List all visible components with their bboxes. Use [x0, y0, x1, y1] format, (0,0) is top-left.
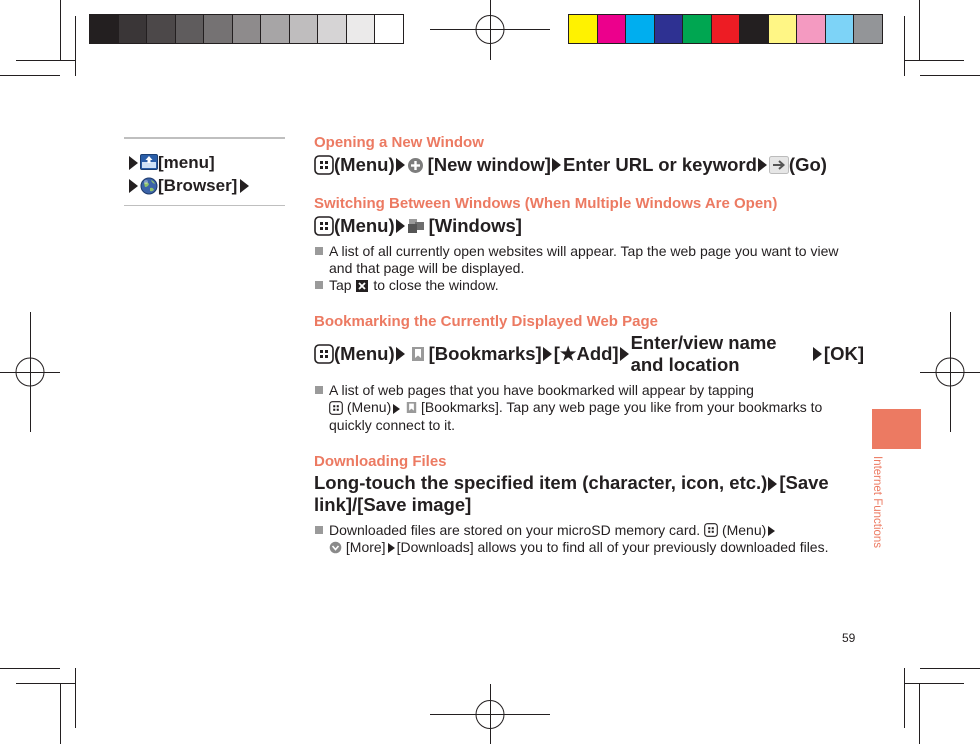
nav-line-browser [128, 174, 281, 197]
windows-label: [Windows] [428, 215, 522, 237]
nav-line-menu [128, 151, 281, 174]
note-text: Downloaded files are stored on your microSD memory card. [329, 521, 701, 538]
note-text: [More] [345, 538, 386, 555]
section-title-open-window: Opening a New Window [314, 134, 484, 151]
navigation-path-box [124, 137, 285, 206]
arrow-icon [240, 179, 249, 193]
note-open-websites [314, 243, 864, 277]
ok-label: [OK] [823, 343, 864, 365]
app-drawer-icon [140, 154, 158, 171]
process-color-bar [568, 14, 882, 44]
arrow-icon [129, 156, 138, 170]
note-text: A list of all currently open websites will appear. Tap the web page you want to view and that page will be displayed. [329, 243, 839, 277]
windows-icon [407, 218, 425, 234]
note-downloads [314, 522, 864, 556]
chapter-label [869, 456, 887, 566]
arrow-icon [396, 347, 405, 361]
note-text: A list of web pages that you have bookmarked will appear by tapping [329, 382, 754, 399]
color-swatch [711, 14, 741, 44]
gray-swatch [232, 14, 262, 44]
arrow-icon [768, 526, 775, 536]
note-text: Tap [329, 277, 352, 294]
color-swatch [853, 14, 883, 44]
bullet-square [315, 386, 323, 394]
gray-swatch [175, 14, 205, 44]
note-text: (Menu) [721, 521, 767, 538]
new-window-icon [407, 157, 424, 174]
step-download [314, 472, 864, 516]
menu-key-icon [314, 216, 334, 236]
add-label: [★Add] [553, 343, 619, 365]
long-touch-label: Long-touch the specified item (character, icon, etc.) [314, 471, 768, 493]
menu-label: (Menu) [334, 154, 395, 176]
bullet-square [315, 247, 323, 255]
bottom-divider [124, 205, 285, 206]
chapter-tab [872, 409, 921, 449]
arrow-icon [129, 179, 138, 193]
arrow-icon [543, 347, 552, 361]
arrow-icon [552, 158, 561, 172]
step-switch-windows [314, 214, 864, 237]
color-swatch [597, 14, 627, 44]
page-number: 59 [842, 631, 856, 645]
menu-key-icon [704, 523, 718, 537]
gray-swatch [317, 14, 347, 44]
bullet-square [315, 526, 323, 534]
go-label: (Go) [788, 154, 827, 176]
menu-key-icon [329, 401, 343, 415]
main-content [314, 133, 864, 556]
menu-label: (Menu) [334, 343, 395, 365]
color-swatch [796, 14, 826, 44]
color-swatch [768, 14, 798, 44]
step-bookmark [314, 332, 864, 376]
go-arrow-icon [769, 156, 789, 174]
bookmark-icon [411, 346, 425, 362]
menu-key-icon [314, 344, 334, 364]
color-swatch [568, 14, 598, 44]
note-text: to close the window. [373, 277, 499, 294]
menu-label: (Menu) [334, 215, 395, 237]
new-window-label: [New window] [427, 154, 551, 176]
step-open-window [314, 153, 864, 176]
arrow-icon [396, 158, 405, 172]
more-icon [329, 541, 342, 554]
gray-swatch [260, 14, 290, 44]
arrow-icon [620, 347, 629, 361]
arrow-icon [813, 347, 822, 361]
save-label: [Save link]/[Save image] [314, 471, 829, 515]
note-close-window [314, 277, 864, 294]
note-text: (Menu) [346, 399, 392, 416]
note-bookmark-list [314, 382, 864, 433]
grayscale-color-bar [89, 14, 403, 44]
gray-swatch [374, 14, 404, 44]
gray-swatch [118, 14, 148, 44]
arrow-icon [393, 404, 400, 414]
enter-url-label: Enter URL or keyword [562, 154, 757, 176]
gray-swatch [203, 14, 233, 44]
color-swatch [682, 14, 712, 44]
note-text: [Downloads] allows you to find all of your previously downloaded files. [396, 538, 829, 555]
gray-swatch [289, 14, 319, 44]
nav-browser-label: [Browser] [158, 176, 238, 195]
color-swatch [625, 14, 655, 44]
enter-view-label: Enter/view name and location [630, 332, 777, 376]
gray-swatch [89, 14, 119, 44]
globe-icon [140, 177, 158, 195]
bullet-square [315, 281, 323, 289]
bookmarks-label: [Bookmarks] [428, 343, 542, 365]
close-icon [356, 280, 368, 292]
color-swatch [739, 14, 769, 44]
section-title-bookmark: Bookmarking the Currently Displayed Web Page [314, 313, 658, 331]
section-title-download: Downloading Files [314, 452, 447, 470]
nav-menu-label: [menu] [158, 153, 215, 172]
color-swatch [654, 14, 684, 44]
gray-swatch [346, 14, 376, 44]
color-swatch [825, 14, 855, 44]
bookmark-icon [406, 401, 417, 414]
arrow-icon [388, 543, 395, 553]
section-title-switch-windows: Switching Between Windows (When Multiple Windows Are Open) [314, 195, 778, 213]
note-text: [Bookmarks]. Tap any web page you like from your bookmarks to quickly connect to it. [329, 399, 823, 433]
menu-key-icon [314, 155, 334, 175]
arrow-icon [396, 219, 405, 233]
arrow-icon [768, 477, 777, 491]
arrow-icon [758, 158, 767, 172]
gray-swatch [146, 14, 176, 44]
chapter-label-text: Internet Functions [871, 456, 883, 549]
